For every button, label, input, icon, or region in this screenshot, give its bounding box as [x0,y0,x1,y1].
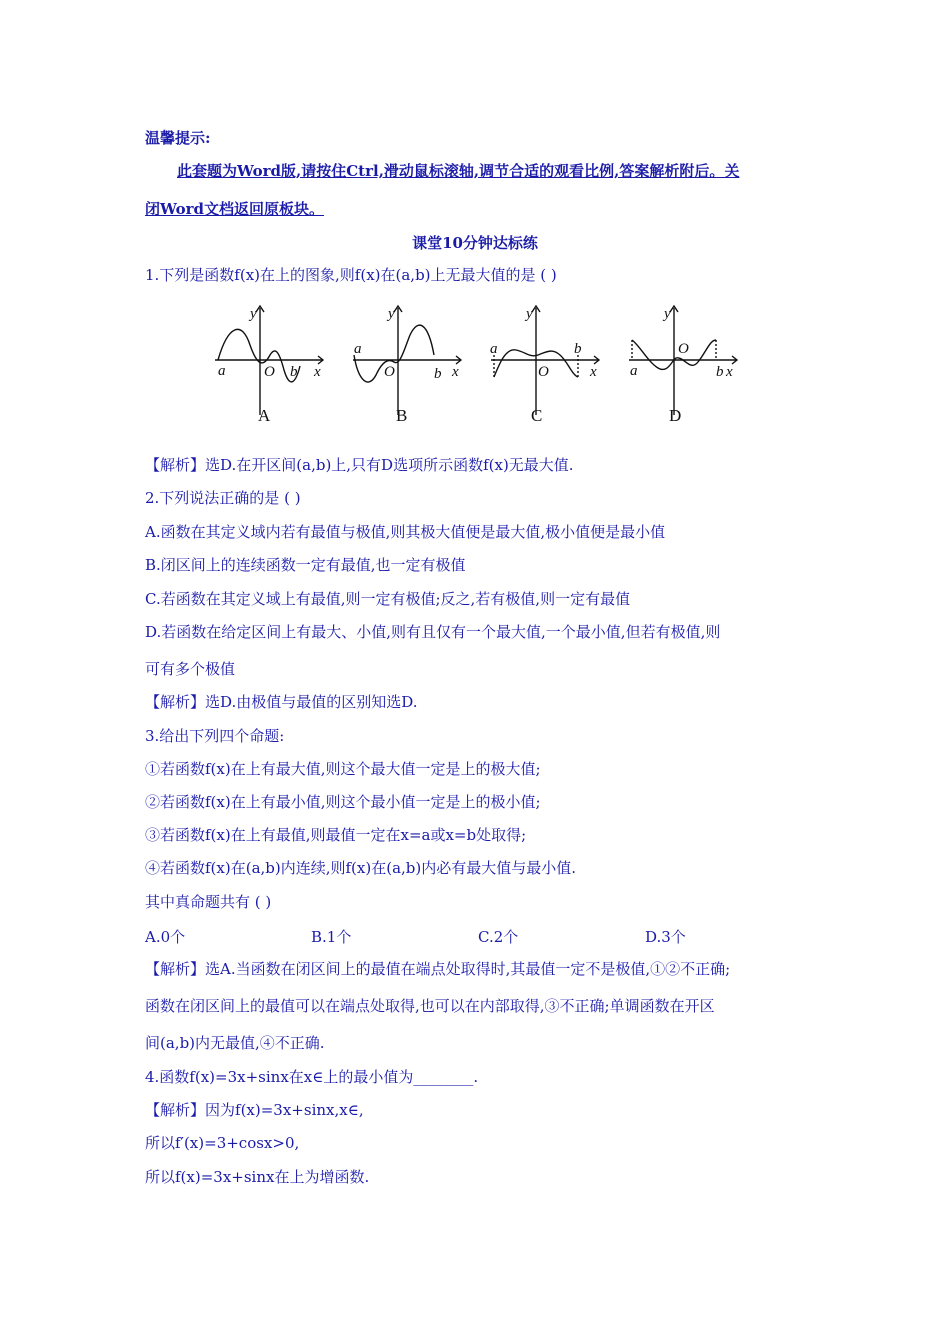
analysis-tag: 【解析】 [145,693,206,711]
graph-b-y: y [388,306,395,322]
graph-c-o: O [538,364,549,380]
q1-analysis [145,455,574,475]
q2-option-d-line2: 可有多个极值 [145,660,236,678]
graph-d [629,306,737,415]
graph-c-a: a [490,341,498,357]
graph-c-label: C [531,406,543,425]
q3-ask: 其中真命题共有 ( ) [145,893,272,911]
graph-b-label: B [396,406,408,425]
graph-c-x: x [590,364,597,380]
graph-c [491,306,599,415]
graph-a-a: a [218,363,226,379]
graph-c-b: b [574,341,582,357]
q2-option-b: B.闭区间上的连续函数一定有最值,也一定有极值 [145,556,466,574]
graph-b-x: x [452,364,459,380]
graph-a [215,306,323,415]
q3-choice-b: B.1个 [311,928,352,946]
analysis-text: 因为f(x)=3x+sinx,x∈, [205,1101,364,1119]
q1-graphs [210,300,750,430]
q3-analysis-line2: 函数在闭区间上的最值可以在端点处取得,也可以在内部取得,③不正确;单调函数在开区 [145,997,715,1015]
q3-analysis-line1 [145,959,730,979]
graph-a-o: O [264,364,275,380]
graph-a-x: x [314,364,321,380]
graph-b-o: O [384,364,395,380]
graph-d-label: D [669,406,682,425]
q3-choice-d: D.3个 [645,928,686,946]
graph-d-x: x [726,364,733,380]
tips-line-1: 此套题为Word版,请按住Ctrl,滑动鼠标滚轴,调节合适的观看比例,答案解析附后。关 [177,162,740,180]
graph-b [353,306,461,415]
q2-option-a: A.函数在其定义域内若有最值与极值,则其极大值便是最大值,极小值便是最小值 [145,523,666,541]
q3-analysis-line3: 间(a,b)内无最值,④不正确. [145,1034,325,1052]
graph-d-b: b [716,364,724,380]
q3-choice-c: C.2个 [478,928,519,946]
graph-a-y: y [250,306,257,322]
graph-a-b: b [290,364,298,380]
q2-option-d-line1: D.若函数在给定区间上有最大、小值,则有且仅有一个最大值,一个最小值,但若有极值,则 [145,623,721,641]
q3-proposition-3: ③若函数f(x)在上有最值,则最值一定在x=a或x=b处取得; [145,826,527,844]
q4-analysis-line2: 所以f′(x)=3+cosx>0, [145,1134,300,1152]
graph-b-a: a [354,341,362,357]
graph-c-y: y [526,306,533,322]
q4-analysis-line3: 所以f(x)=3x+sinx在上为增函数. [145,1168,370,1186]
q3-proposition-4: ④若函数f(x)在(a,b)内连续,则f(x)在(a,b)内必有最大值与最小值. [145,859,577,877]
tips-title: 温馨提示: [145,129,211,147]
graph-d-o: O [678,341,689,357]
analysis-tag: 【解析】 [145,960,206,978]
graph-d-a: a [630,363,638,379]
analysis-text: 选D.在开区间(a,b)上,只有D选项所示函数f(x)无最大值. [205,456,574,474]
analysis-text: 选D.由极值与最值的区别知选D. [205,693,418,711]
q4-analysis-line1 [145,1100,364,1120]
q4-stem: 4.函数f(x)=3x+sinx在x∈上的最小值为________. [145,1068,479,1086]
tips-line-2: 闭Word文档返回原板块。 [145,200,325,218]
analysis-tag: 【解析】 [145,1101,206,1119]
graph-b-b: b [434,366,442,382]
graph-a-label: A [258,406,271,425]
q2-option-c: C.若函数在其定义域上有最值,则一定有极值;反之,若有极值,则一定有最值 [145,590,631,608]
analysis-text: 选A.当函数在闭区间上的最值在端点处取得时,其最值一定不是极值,①②不正确; [205,960,731,978]
q2-analysis [145,692,418,712]
q3-proposition-1: ①若函数f(x)在上有最大值,则这个最大值一定是上的极大值; [145,760,541,778]
analysis-tag: 【解析】 [145,456,206,474]
q1-figures [210,300,750,430]
q1-stem: 1.下列是函数f(x)在上的图象,则f(x)在(a,b)上无最大值的是 ( ) [145,266,557,284]
q3-stem: 3.给出下列四个命题: [145,727,285,745]
q3-proposition-2: ②若函数f(x)在上有最小值,则这个最小值一定是上的极小值; [145,793,541,811]
q2-stem: 2.下列说法正确的是 ( ) [145,489,301,507]
graph-d-y: y [664,306,671,322]
section-title: 课堂10分钟达标练 [412,234,538,252]
q3-choice-a: A.0个 [145,928,186,946]
